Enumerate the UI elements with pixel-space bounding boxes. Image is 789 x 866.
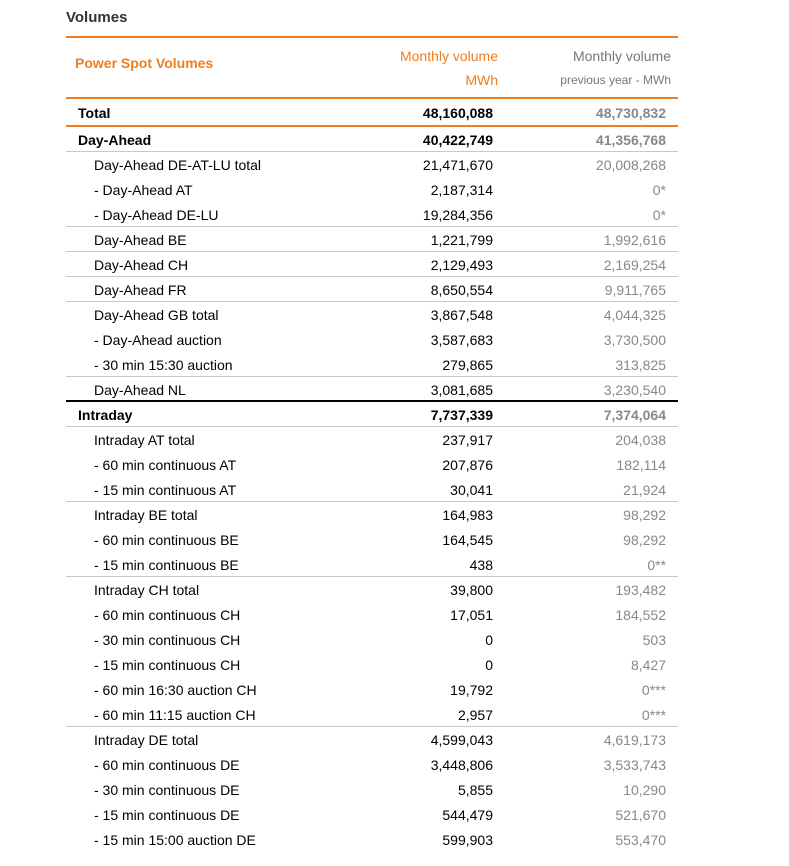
row-previous-volume: 193,482 (615, 582, 666, 598)
table-row (66, 802, 678, 827)
volumes-table (66, 36, 678, 852)
row-previous-volume: 184,552 (615, 607, 666, 623)
row-current-volume: 40,422,749 (422, 132, 493, 148)
row-label: - 60 min 11:15 auction CH (94, 707, 256, 723)
row-previous-volume: 9,911,765 (604, 282, 666, 298)
row-label: - 15 min continuous CH (94, 657, 241, 673)
column-header-previous (560, 44, 671, 92)
table-header (66, 36, 678, 99)
row-label: - 30 min continuous DE (94, 782, 240, 798)
row-label: - Day-Ahead AT (94, 182, 193, 198)
row-current-volume: 2,957 (457, 707, 493, 723)
row-label: Day-Ahead (78, 132, 152, 148)
column-header-current-line2: MWh (465, 72, 498, 88)
row-previous-volume: 8,427 (630, 657, 666, 673)
row-current-volume: 17,051 (450, 607, 493, 623)
row-current-volume: 2,187,314 (430, 182, 493, 198)
table-row (66, 477, 678, 502)
table-row (66, 202, 678, 227)
row-previous-volume: 0*** (641, 707, 666, 723)
row-current-volume: 0 (485, 657, 493, 673)
row-current-volume: 3,867,548 (430, 307, 493, 323)
row-label: - Day-Ahead auction (94, 332, 222, 348)
table-row (66, 327, 678, 352)
row-current-volume: 7,737,339 (430, 407, 493, 423)
row-label: - Day-Ahead DE-LU (94, 207, 219, 223)
table-row (66, 452, 678, 477)
row-previous-volume: 3,230,540 (603, 382, 666, 398)
table-row (66, 727, 678, 752)
row-current-volume: 48,160,088 (422, 105, 493, 121)
table-row (66, 302, 678, 327)
row-previous-volume: 3,730,500 (603, 332, 666, 348)
row-current-volume: 3,587,683 (430, 332, 493, 348)
row-current-volume: 30,041 (450, 482, 493, 498)
row-label: - 30 min 15:30 auction (94, 357, 233, 373)
row-previous-volume: 41,356,768 (595, 132, 666, 148)
column-header-current-line1: Monthly volume (399, 48, 498, 64)
column-header-previous-line1: Monthly volume (572, 48, 671, 64)
row-label: Intraday BE total (94, 507, 198, 523)
table-row (66, 527, 678, 552)
row-current-volume: 2,129,493 (430, 257, 493, 273)
column-header-current (400, 44, 498, 92)
table-title: Power Spot Volumes (75, 55, 214, 71)
row-label: - 60 min continuous AT (94, 457, 237, 473)
row-previous-volume: 98,292 (623, 532, 666, 548)
table-row (66, 152, 678, 177)
row-label: Day-Ahead BE (94, 232, 187, 248)
table-row (66, 827, 678, 852)
row-previous-volume: 2,169,254 (603, 257, 666, 273)
row-label: - 15 min continuous DE (94, 807, 240, 823)
table-row (66, 502, 678, 527)
row-current-volume: 164,545 (442, 532, 493, 548)
row-current-volume: 19,792 (450, 682, 493, 698)
table-row (66, 127, 678, 152)
row-label: Day-Ahead CH (94, 257, 189, 273)
row-previous-volume: 1,992,616 (603, 232, 666, 248)
page-title: Volumes (66, 9, 128, 26)
row-current-volume: 3,081,685 (430, 382, 493, 398)
table-row (66, 402, 678, 427)
row-label: Day-Ahead FR (94, 282, 187, 298)
row-previous-volume: 20,008,268 (595, 157, 666, 173)
row-previous-volume: 503 (642, 632, 666, 648)
table-row (66, 652, 678, 677)
table-row (66, 277, 678, 302)
table-row (66, 377, 678, 402)
row-label: - 15 min 15:00 auction DE (94, 832, 256, 848)
table-row (66, 627, 678, 652)
row-previous-volume: 98,292 (623, 507, 666, 523)
table-row (66, 227, 678, 252)
row-previous-volume: 0*** (641, 682, 666, 698)
table-row (66, 677, 678, 702)
column-header-previous-line2: previous year - MWh (560, 73, 671, 87)
row-current-volume: 5,855 (457, 782, 493, 798)
row-previous-volume: 4,044,325 (603, 307, 666, 323)
row-previous-volume: 4,619,173 (603, 732, 666, 748)
row-label: Day-Ahead NL (94, 382, 186, 398)
table-row (66, 252, 678, 277)
row-label: - 60 min 16:30 auction CH (94, 682, 257, 698)
row-current-volume: 164,983 (442, 507, 493, 523)
row-label: Intraday AT total (94, 432, 195, 448)
row-label: - 60 min continuous BE (94, 532, 239, 548)
row-label: - 15 min continuous AT (94, 482, 237, 498)
table-row (66, 602, 678, 627)
row-previous-volume: 10,290 (623, 782, 666, 798)
row-current-volume: 599,903 (442, 832, 493, 848)
row-previous-volume: 3,533,743 (603, 757, 666, 773)
row-current-volume: 544,479 (442, 807, 493, 823)
table-row (66, 352, 678, 377)
table-row (66, 177, 678, 202)
table-body (66, 99, 678, 852)
row-current-volume: 207,876 (442, 457, 493, 473)
row-current-volume: 279,865 (442, 357, 493, 373)
row-previous-volume: 553,470 (615, 832, 666, 848)
row-label: - 60 min continuous CH (94, 607, 241, 623)
table-row (66, 99, 678, 127)
row-previous-volume: 0* (652, 182, 666, 198)
row-current-volume: 4,599,043 (430, 732, 493, 748)
table-row (66, 552, 678, 577)
row-previous-volume: 21,924 (623, 482, 666, 498)
row-previous-volume: 7,374,064 (603, 407, 666, 423)
table-row (66, 577, 678, 602)
row-label: Day-Ahead DE-AT-LU total (94, 157, 262, 173)
row-previous-volume: 182,114 (616, 457, 666, 473)
table-row (66, 702, 678, 727)
row-current-volume: 1,221,799 (430, 232, 493, 248)
row-current-volume: 39,800 (450, 582, 493, 598)
row-label: - 15 min continuous BE (94, 557, 239, 573)
row-current-volume: 3,448,806 (430, 757, 493, 773)
row-previous-volume: 521,670 (615, 807, 666, 823)
row-label: - 30 min continuous CH (94, 632, 241, 648)
row-label: - 60 min continuous DE (94, 757, 240, 773)
table-row (66, 752, 678, 777)
row-current-volume: 438 (469, 557, 493, 573)
table-row (66, 427, 678, 452)
row-current-volume: 0 (485, 632, 493, 648)
row-previous-volume: 204,038 (615, 432, 666, 448)
row-previous-volume: 0** (647, 557, 666, 573)
row-current-volume: 19,284,356 (422, 207, 493, 223)
row-current-volume: 237,917 (442, 432, 493, 448)
row-previous-volume: 48,730,832 (595, 105, 666, 121)
row-previous-volume: 0* (652, 207, 666, 223)
row-label: Intraday DE total (94, 732, 199, 748)
row-label: Total (78, 105, 111, 121)
row-label: Intraday CH total (94, 582, 200, 598)
row-current-volume: 8,650,554 (430, 282, 493, 298)
row-current-volume: 21,471,670 (422, 157, 493, 173)
row-label: Day-Ahead GB total (94, 307, 219, 323)
table-row (66, 777, 678, 802)
row-previous-volume: 313,825 (615, 357, 666, 373)
row-label: Intraday (78, 407, 133, 423)
